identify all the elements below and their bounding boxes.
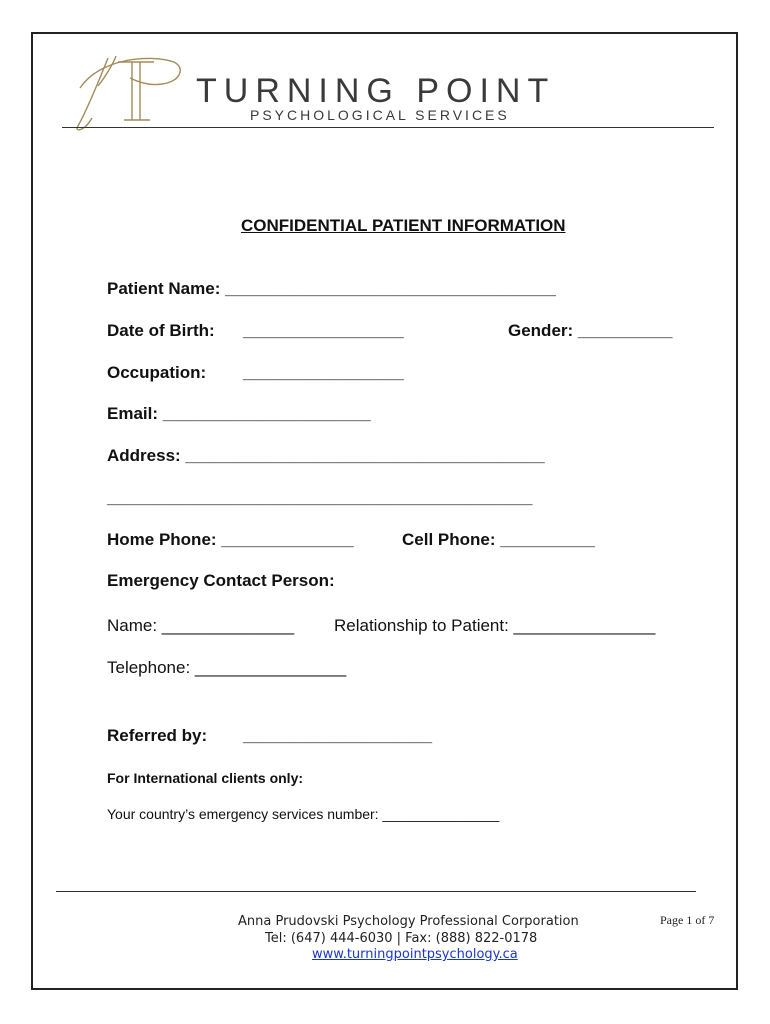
tp-monogram-logo-icon — [70, 48, 190, 132]
dob-label: Date of Birth: — [107, 321, 215, 340]
brand-subtitle: PSYCHOLOGICAL SERVICES — [250, 107, 510, 123]
address-line-2-field[interactable]: _____________________________________________ — [107, 488, 533, 507]
dob-field[interactable]: _________________ — [243, 321, 404, 340]
footer-company: Anna Prudovski Psychology Professional Corporation — [238, 914, 579, 929]
emergency-contact-heading: Emergency Contact Person: — [107, 571, 335, 590]
referred-by-field[interactable]: ____________________ — [243, 726, 433, 745]
referred-by-label: Referred by: — [107, 726, 208, 745]
footer-divider — [56, 891, 696, 892]
page-frame — [31, 32, 738, 990]
occupation-label: Occupation: — [107, 363, 207, 382]
form-title: CONFIDENTIAL PATIENT INFORMATION — [241, 216, 566, 235]
header-divider — [62, 127, 714, 128]
occupation-field[interactable]: _________________ — [243, 363, 404, 382]
emergency-services-number-field[interactable]: Your country’s emergency services number: _______________ — [107, 806, 500, 822]
home-phone-field[interactable]: Home Phone: ______________ — [107, 530, 354, 549]
cell-phone-field[interactable]: Cell Phone: __________ — [402, 530, 595, 549]
footer-website-link[interactable]: www.turningpointpsychology.ca — [312, 947, 518, 962]
emergency-name-field[interactable]: Name: ______________ — [107, 616, 295, 635]
emergency-telephone-field[interactable]: Telephone: ________________ — [107, 658, 347, 677]
page-number: Page 1 of 7 — [660, 913, 715, 927]
email-field[interactable]: Email: ______________________ — [107, 404, 371, 423]
brand-name: TURNING POINT — [196, 72, 556, 110]
gender-field[interactable]: Gender: __________ — [508, 321, 673, 340]
relationship-field[interactable]: Relationship to Patient: _______________ — [334, 616, 656, 635]
patient-name-field[interactable]: Patient Name: ___________________________________ — [107, 279, 556, 298]
international-heading: For International clients only: — [107, 770, 304, 786]
footer-contact: Tel: (647) 444-6030 | Fax: (888) 822-0178 — [265, 931, 538, 946]
address-field[interactable]: Address: ______________________________________ — [107, 446, 545, 465]
